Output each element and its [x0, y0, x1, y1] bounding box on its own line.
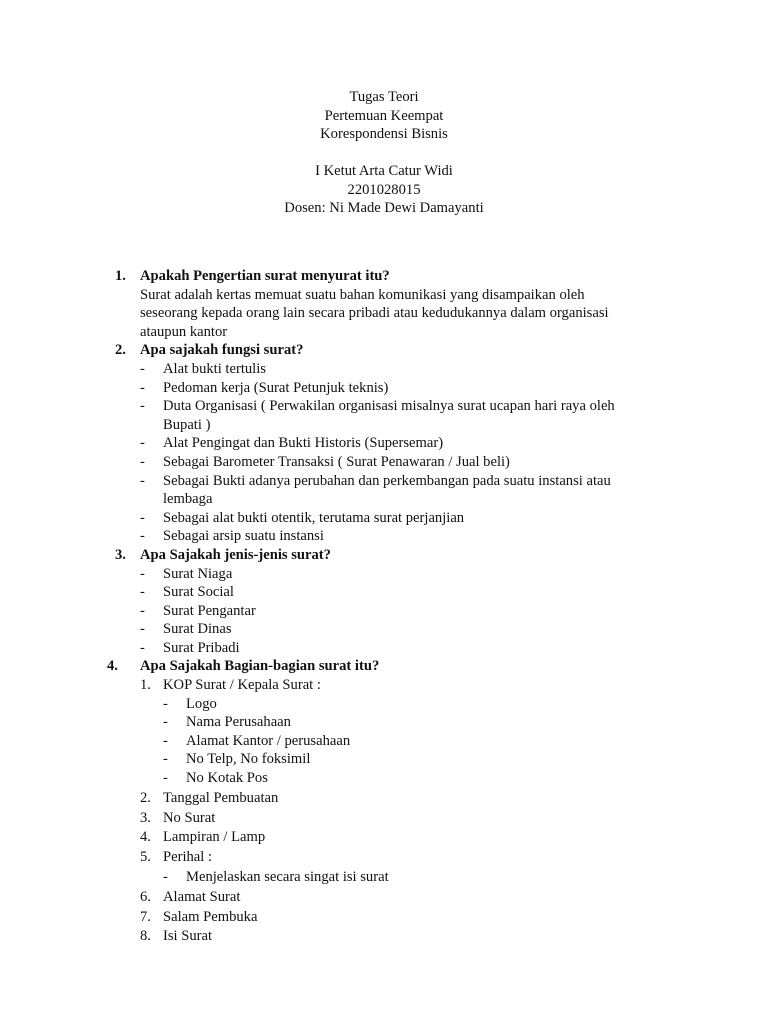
bullet-dash: -: [163, 869, 168, 886]
question-number: 2.: [115, 342, 126, 359]
bullet-dash: -: [140, 435, 145, 452]
answer-line: seseorang kepada orang lain secara pribadi atau kedudukannya dalam organisasi: [140, 305, 609, 322]
author-name: I Ketut Arta Catur Widi: [315, 163, 453, 179]
list-item-continuation: Bupati ): [163, 416, 211, 433]
numbered-item: 1. KOP Surat / Kepala Surat :: [140, 677, 321, 694]
list-item: - Surat Pengantar: [140, 602, 256, 619]
numbered-item: 5. Perihal :: [140, 849, 213, 866]
bullet-dash: -: [140, 472, 145, 489]
title-line-3: Korespondensi Bisnis: [320, 126, 448, 142]
bullet-dash: -: [163, 732, 168, 749]
bullet-dash: -: [140, 584, 145, 601]
lecturer-name: Dosen: Ni Made Dewi Damayanti: [284, 200, 484, 216]
question-1: [0, 267, 768, 286]
sub-list-item: - No Kotak Pos: [163, 770, 268, 787]
question-2: [0, 341, 768, 360]
list-item: - Alat bukti tertulis: [140, 360, 266, 377]
numbered-item: 4. Lampiran / Lamp: [140, 829, 266, 846]
bullet-dash: -: [140, 360, 145, 377]
bullet-dash: -: [140, 453, 145, 470]
question-number: 1.: [115, 268, 126, 284]
list-item: - Sebagai arsip suatu instansi: [140, 528, 324, 545]
document-header: [0, 88, 768, 218]
list-item: - Surat Niaga: [140, 565, 233, 582]
bullet-dash: -: [163, 751, 168, 768]
list-item: - Sebagai Bukti adanya perubahan dan perkembangan pada suatu instansi atau: [140, 472, 611, 489]
bullet-dash: -: [140, 565, 145, 582]
question-number: 3.: [115, 546, 126, 563]
numbered-item: 2. Tanggal Pembuatan: [140, 789, 279, 806]
bullet-dash: -: [140, 398, 145, 415]
list-item-continuation: lembaga: [163, 491, 213, 508]
numbered-item: 8. Isi Surat: [140, 928, 213, 945]
list-item: - Duta Organisasi ( Perwakilan organisasi misalnya surat ucapan hari raya oleh: [140, 398, 615, 415]
sub-list-item: - No Telp, No foksimil: [163, 751, 311, 768]
sub-list-item: - Logo: [163, 695, 217, 712]
bullet-dash: -: [140, 639, 145, 656]
list-item: - Sebagai Barometer Transaksi ( Surat Penawaran / Jual beli): [140, 453, 510, 470]
sub-list-item: - Menjelaskan secara singat isi surat: [163, 869, 389, 886]
bullet-dash: -: [140, 602, 145, 619]
bullet-dash: -: [163, 695, 168, 712]
question-text: Apakah Pengertian surat menyurat itu?: [140, 268, 390, 284]
bullet-dash: -: [140, 528, 145, 545]
sub-list-item: - Alamat Kantor / perusahaan: [163, 732, 351, 749]
bullet-dash: -: [140, 621, 145, 638]
title-line-2: Pertemuan Keempat: [324, 107, 444, 124]
bullet-dash: -: [140, 509, 145, 526]
document-body: [0, 267, 768, 947]
list-item: - Surat Pribadi: [140, 639, 240, 656]
answer-line: ataupun kantor: [140, 323, 228, 340]
author-id: 2201028015: [347, 181, 421, 198]
bullet-dash: -: [163, 770, 168, 787]
numbered-item: 7. Salam Pembuka: [140, 908, 258, 925]
question-number: 4.: [107, 658, 118, 675]
list-item: - Sebagai alat bukti otentik, terutama surat perjanjian: [140, 509, 465, 526]
list-item: - Surat Social: [140, 584, 234, 601]
question-text: Apa Sajakah jenis-jenis surat?: [140, 546, 331, 563]
title-line-1: Tugas Teori: [349, 89, 419, 105]
bullet-dash: -: [140, 379, 145, 396]
numbered-item: 6. Alamat Surat: [140, 888, 241, 905]
list-item: - Alat Pengingat dan Bukti Historis (Supersemar): [140, 435, 444, 452]
list-item: - Pedoman kerja (Surat Petunjuk teknis): [140, 379, 389, 396]
numbered-item: 3. No Surat: [140, 809, 216, 826]
question-text: Apa Sajakah Bagian-bagian surat itu?: [140, 658, 380, 675]
question-text: Apa sajakah fungsi surat?: [140, 342, 304, 359]
bullet-dash: -: [163, 714, 168, 731]
list-item: - Surat Dinas: [140, 621, 232, 638]
question-4: [0, 657, 768, 676]
answer-line: Surat adalah kertas memuat suatu bahan komunikasi yang disampaikan oleh: [140, 286, 585, 303]
question-3: [0, 546, 768, 565]
sub-list-item: - Nama Perusahaan: [163, 714, 291, 731]
